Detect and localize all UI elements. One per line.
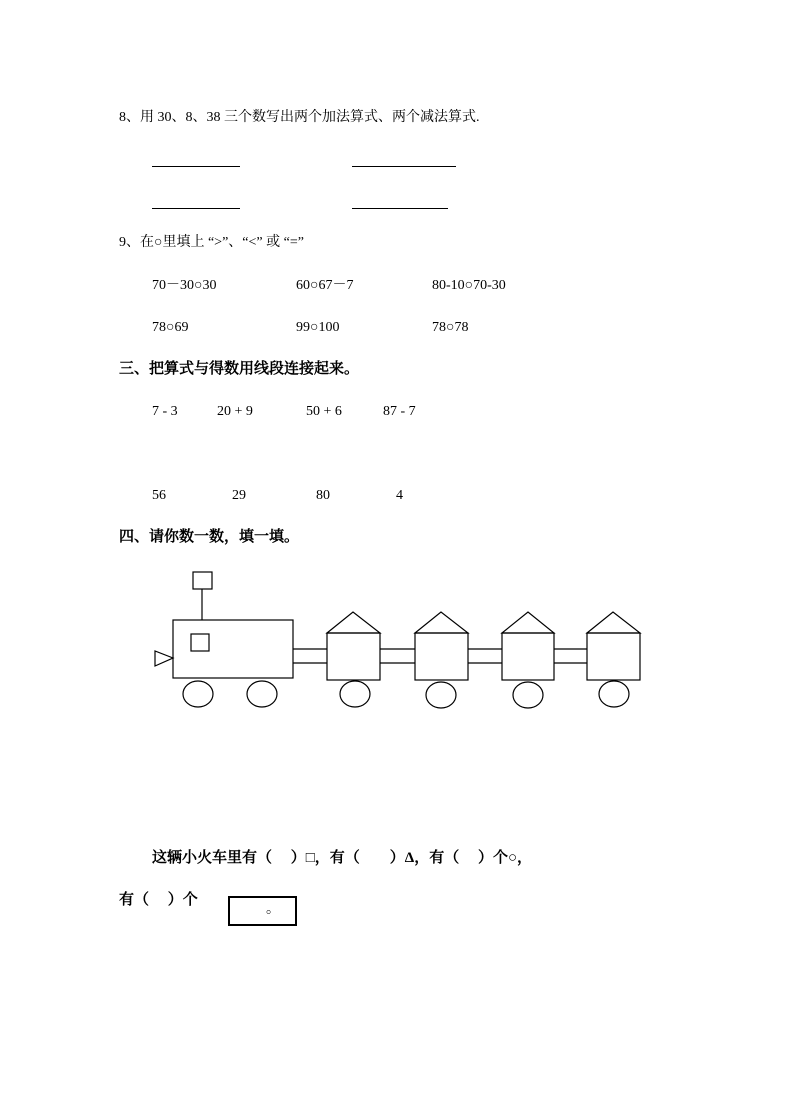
front-triangle (155, 651, 173, 666)
answer-line-4[interactable] (352, 208, 448, 209)
car-roof-triangle (415, 612, 468, 633)
compare-item: 99○100 (296, 320, 340, 335)
engine-window-square (191, 634, 209, 651)
result: 56 (152, 488, 166, 503)
wheel-circle (426, 682, 456, 708)
compare-item: 80-10○70-30 (432, 278, 506, 293)
expression: 50 + 6 (306, 404, 342, 419)
section3-title: 三、把算式与得数用线段连接起来。 (119, 361, 360, 377)
answer-line-3[interactable] (152, 208, 240, 209)
wheel-circle (247, 681, 277, 707)
car-roof-triangle (587, 612, 640, 633)
car-roof-triangle (327, 612, 380, 633)
wheel-circle (513, 682, 543, 708)
wheel-circle (183, 681, 213, 707)
car-body (415, 633, 468, 680)
result: 80 (316, 488, 330, 503)
compare-item: 78○78 (432, 320, 469, 335)
compare-item: 60○67－7 (296, 278, 354, 293)
compare-item: 78○69 (152, 320, 189, 335)
car-roof-triangle (502, 612, 554, 633)
box-text: 。 (266, 902, 280, 917)
answer-line-2[interactable] (352, 166, 456, 167)
fill-sentence-2: 有（ ）个 (119, 892, 198, 908)
compare-item: 70－30○30 (152, 278, 217, 293)
car-body (502, 633, 554, 680)
answer-line-1[interactable] (152, 166, 240, 167)
result: 4 (396, 488, 403, 503)
fill-sentence-1: 这辆小火车里有（ ）□，有（ ）Δ，有（ ）个○， (152, 850, 533, 866)
car-body (327, 633, 380, 680)
wheel-circle (340, 681, 370, 707)
section4-title: 四、请你数一数，填一填。 (119, 529, 300, 545)
q9-text: 9、在○里填上 “>”、“<” 或 “=” (119, 235, 304, 250)
chimney-square (193, 572, 212, 589)
expression: 20 + 9 (217, 404, 253, 419)
train-figure (150, 567, 642, 712)
q8-text: 8、用 30、8、38 三个数写出两个加法算式、两个减法算式. (119, 110, 480, 125)
expression: 7 - 3 (152, 404, 178, 419)
shape-answer-box[interactable] (228, 896, 297, 926)
car-body (587, 633, 640, 680)
result: 29 (232, 488, 246, 503)
expression: 87 - 7 (383, 404, 416, 419)
wheel-circle (599, 681, 629, 707)
